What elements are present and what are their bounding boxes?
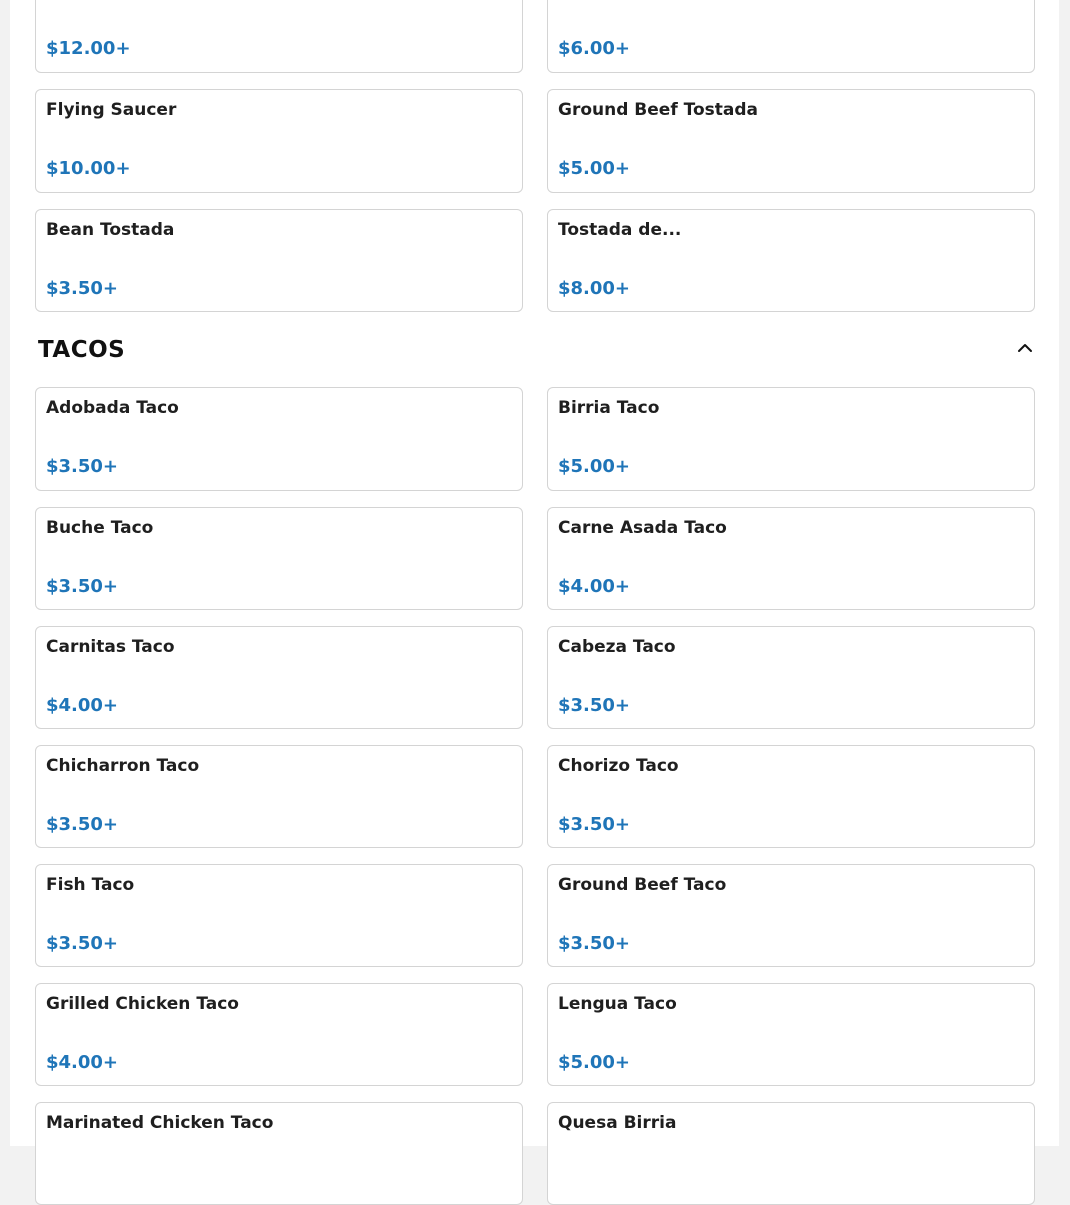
menu-item-card[interactable] bbox=[547, 0, 1035, 73]
menu-item-card[interactable] bbox=[547, 626, 1035, 729]
menu-item-card[interactable] bbox=[35, 209, 523, 312]
menu-item-name: Adobada Taco bbox=[46, 398, 179, 418]
menu-item-price: $5.00+ bbox=[558, 1052, 631, 1073]
menu-item-card[interactable] bbox=[35, 0, 523, 73]
menu-item-card[interactable] bbox=[547, 745, 1035, 848]
menu-item-price: $6.00+ bbox=[558, 38, 631, 59]
menu-item-card[interactable] bbox=[547, 507, 1035, 610]
menu-item-name: Grilled Chicken Taco bbox=[46, 994, 239, 1014]
chevron-up-icon bbox=[1012, 336, 1038, 358]
section-title-tacos: TACOS bbox=[38, 337, 126, 363]
menu-item-price: $3.50+ bbox=[46, 278, 119, 299]
menu-item-name: Chorizo Taco bbox=[558, 756, 679, 776]
menu-item-card[interactable] bbox=[35, 507, 523, 610]
menu-item-price: $4.00+ bbox=[46, 695, 119, 716]
menu-item-name: Marinated Chicken Taco bbox=[46, 1113, 274, 1133]
menu-item-price: $12.00+ bbox=[46, 38, 131, 59]
menu-item-name: Tostada de... bbox=[558, 220, 682, 240]
menu-item-card[interactable] bbox=[35, 745, 523, 848]
menu-item-price: $5.00+ bbox=[558, 456, 631, 477]
menu-item-name: Ground Beef Tostada bbox=[558, 100, 759, 120]
menu-item-price: $8.00+ bbox=[558, 278, 631, 299]
menu-item-card[interactable] bbox=[547, 1102, 1035, 1205]
menu-item-price: $3.50+ bbox=[558, 695, 631, 716]
menu-item-price: $5.00+ bbox=[558, 158, 631, 179]
menu-item-name: Lengua Taco bbox=[558, 994, 677, 1014]
menu-item-name: Carnitas Taco bbox=[46, 637, 175, 657]
menu-item-card[interactable] bbox=[547, 983, 1035, 1086]
menu-item-price: $10.00+ bbox=[46, 158, 131, 179]
menu-item-card[interactable] bbox=[547, 387, 1035, 491]
menu-item-name: Flying Saucer bbox=[46, 100, 177, 120]
menu-item-card[interactable] bbox=[35, 1102, 523, 1205]
menu-item-price: $3.50+ bbox=[558, 933, 631, 954]
menu-item-card[interactable] bbox=[35, 89, 523, 193]
menu-item-price: $4.00+ bbox=[46, 1052, 119, 1073]
menu-item-price: $3.50+ bbox=[46, 576, 119, 597]
menu-item-price: $3.50+ bbox=[46, 456, 119, 477]
menu-item-card[interactable] bbox=[35, 387, 523, 491]
menu-item-price: $3.50+ bbox=[558, 814, 631, 835]
menu-item-card[interactable] bbox=[547, 864, 1035, 967]
menu-item-name: Carne Asada Taco bbox=[558, 518, 727, 538]
menu-item-card[interactable] bbox=[547, 89, 1035, 193]
menu-item-card[interactable] bbox=[35, 864, 523, 967]
menu-item-name: Buche Taco bbox=[46, 518, 154, 538]
menu-item-price: $3.50+ bbox=[46, 814, 119, 835]
menu-item-name: Birria Taco bbox=[558, 398, 660, 418]
menu-item-name: Bean Tostada bbox=[46, 220, 175, 240]
menu-item-card[interactable] bbox=[547, 209, 1035, 312]
section-collapse-button[interactable] bbox=[1012, 336, 1038, 358]
menu-item-name: Chicharron Taco bbox=[46, 756, 200, 776]
menu-item-card[interactable] bbox=[35, 626, 523, 729]
menu-item-card[interactable] bbox=[35, 983, 523, 1086]
menu-item-name: Quesa Birria bbox=[558, 1113, 677, 1133]
menu-item-price: $4.00+ bbox=[558, 576, 631, 597]
menu-item-name: Ground Beef Taco bbox=[558, 875, 727, 895]
menu-item-price: $3.50+ bbox=[46, 933, 119, 954]
menu-item-name: Fish Taco bbox=[46, 875, 135, 895]
menu-item-name: Cabeza Taco bbox=[558, 637, 676, 657]
